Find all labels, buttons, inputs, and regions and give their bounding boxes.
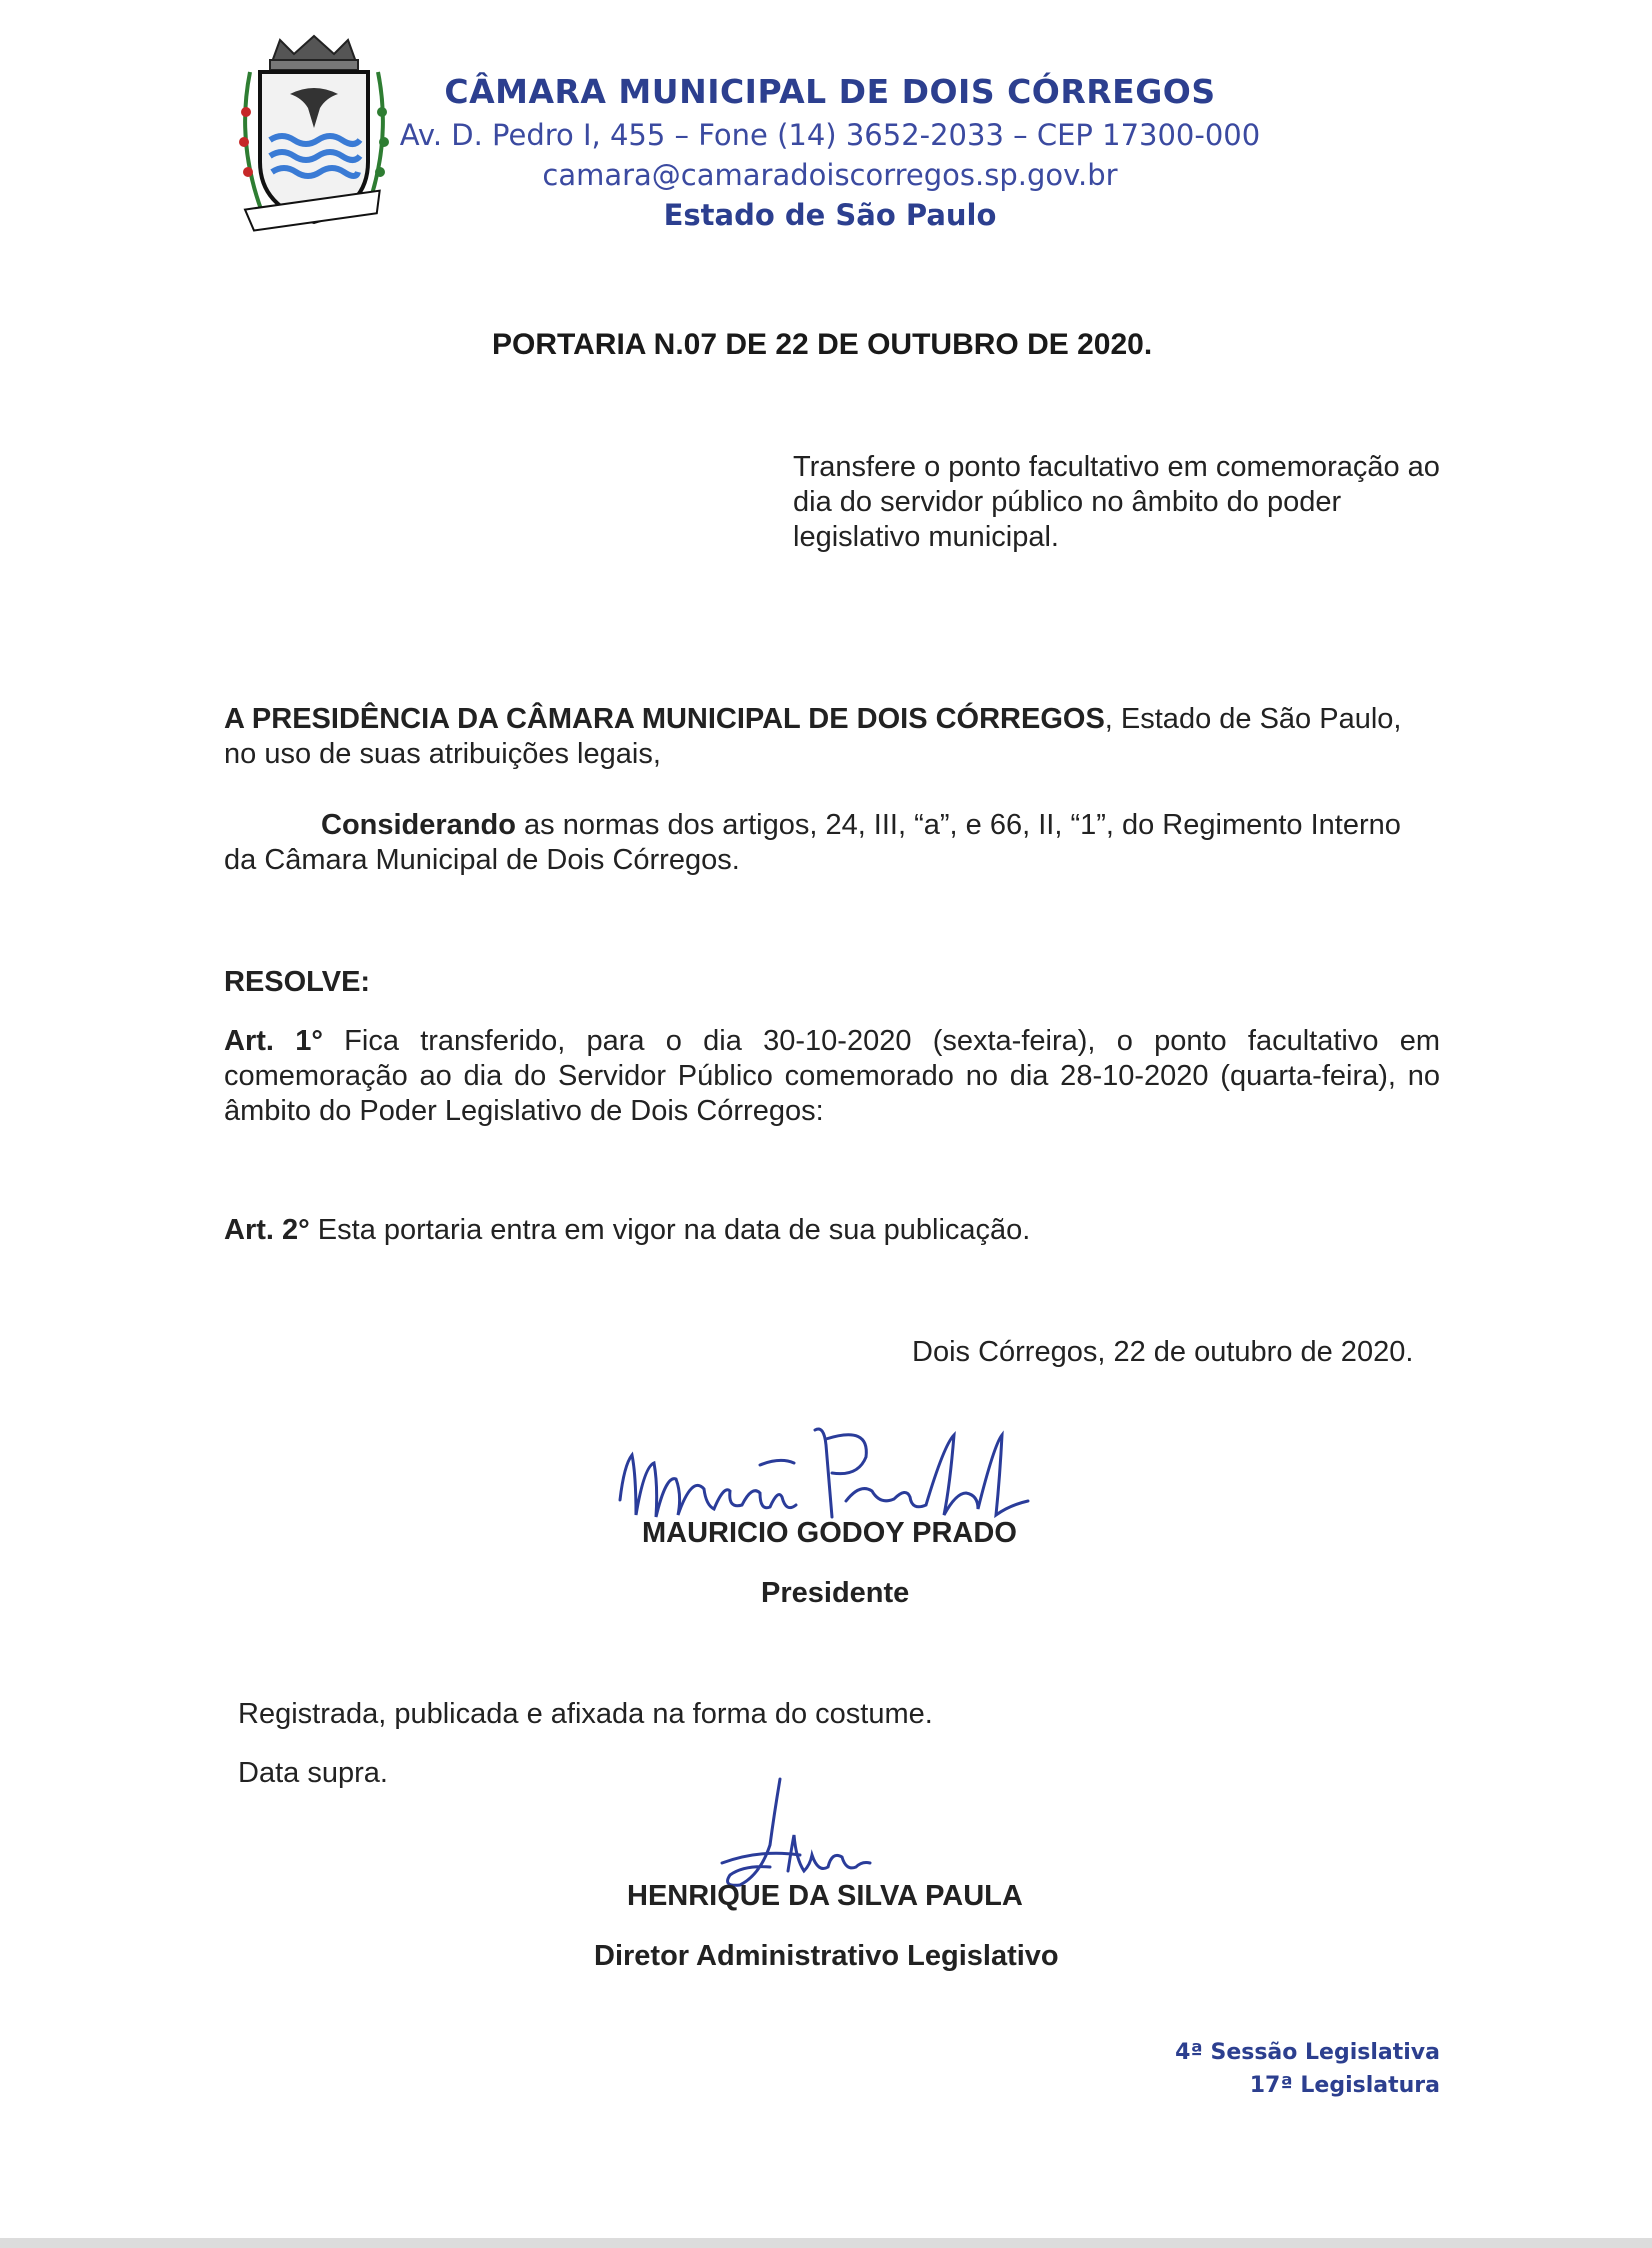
legislature: 17ª Legislatura [1249,2073,1440,2098]
president-role: Presidente [761,1577,910,1609]
scan-bottom-edge [0,2238,1652,2248]
considering-bold: Considerando [321,809,516,841]
chamber-state: Estado de São Paulo [663,198,997,232]
president-name: MAURICIO GODOY PRADO [642,1517,1017,1549]
preamble-bold: A PRESIDÊNCIA DA CÂMARA MUNICIPAL DE DOIS CÓRREGOS [224,703,1105,735]
director-name: HENRIQUE DA SILVA PAULA [627,1880,1023,1912]
considering-paragraph [224,808,1440,878]
article-2-text: Esta portaria entra em vigor na data de sua publicação. [309,1214,1031,1246]
chamber-email: camara@camaradoiscorregos.sp.gov.br [542,158,1118,192]
chamber-title: CÂMARA MUNICIPAL DE DOIS CÓRREGOS [444,72,1216,111]
municipal-crest-icon [232,32,397,242]
article-2 [224,1213,1440,1248]
resolve-heading: RESOLVE: [224,966,371,998]
considering-rest: as normas dos artigos, 24, III, “a”, e 66, II, “1”, do Regimento Interno da Câmara Municipal de Dois Córregos. [224,809,1401,876]
legislative-session: 4ª Sessão Legislativa [1175,2040,1440,2065]
document-title: PORTARIA N.07 DE 22 DE OUTUBRO DE 2020. [492,328,1153,361]
place-date: Dois Córregos, 22 de outubro de 2020. [912,1336,1414,1368]
director-role: Diretor Administrativo Legislativo [594,1940,1059,1972]
ementa: Transfere o ponto facultativo em comemoração ao dia do servidor público no âmbito do poder legislativo municipal. [793,451,1440,553]
president-signature [610,1405,1040,1535]
date-supra-note: Data supra. [238,1757,388,1789]
article-1-text: Fica transferido, para o dia 30-10-2020 (sexta-feira), o ponto facultativo em comemoração ao dia do Servidor Público comemorado no dia 28-10-2020 (quarta-feira), no âmbito do Poder Legislativo de Dois Córregos: [224,1025,1440,1127]
registration-note: Registrada, publicada e afixada na forma do costume. [238,1698,933,1730]
preamble [224,702,1440,772]
article-1-label: Art. 1° [224,1025,323,1057]
chamber-address: Av. D. Pedro I, 455 – Fone (14) 3652-2033 – CEP 17300-000 [399,118,1261,152]
article-1 [224,1024,1440,1129]
preamble-rest: , Estado de São Paulo, no uso de suas atribuições legais, [224,703,1402,770]
article-2-label: Art. 2° [224,1214,310,1246]
